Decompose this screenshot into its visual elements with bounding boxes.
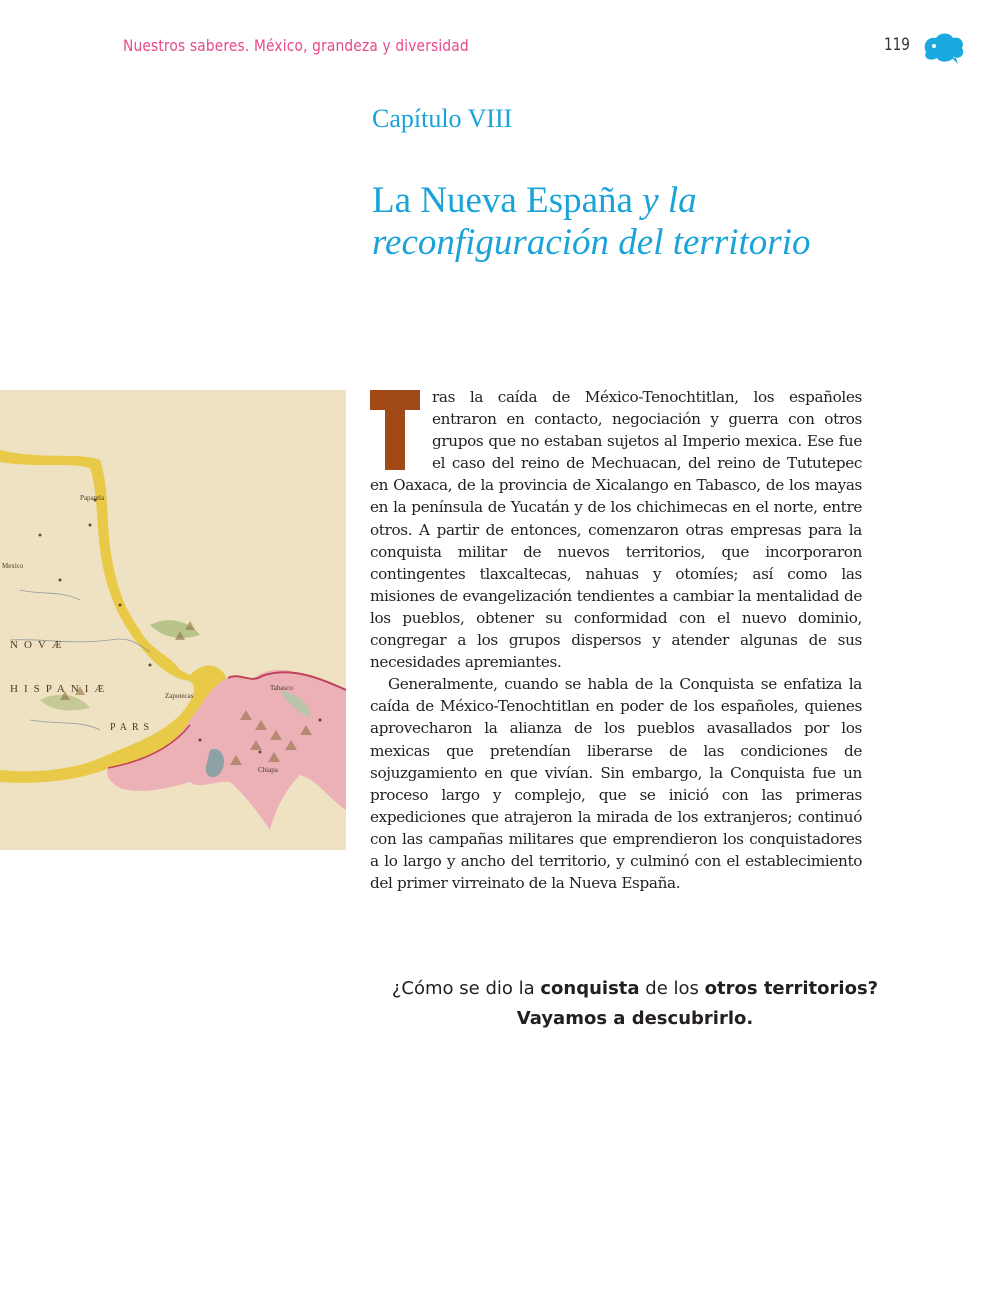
chapter-title-roman: La Nueva España — [372, 180, 633, 221]
paragraph-2: Generalmente, cuando se habla de la Conquista se enfatiza la caída de México-Tenochtitlan en poder de los españoles, quienes aprovecharon la alianza de los pueblos avasallados por los mexicas que pretendían liberarse de las condiciones de sojuzgamiento en que vivían. Sin embargo, la Conquista fue un proceso largo y complejo, que se inició con las primeras expediciones que atrajeron la mirada de los extranjeros; continuó con las campañas militares que emprendieron los conquistadores a lo largo y ancho del territorio, y culminó con el establecimiento del primer virreinato de la Nueva España. — [370, 675, 862, 893]
map-label-tabasco: Tabasco — [270, 684, 293, 692]
map-label-papantla: Papantla — [80, 494, 105, 502]
map-label-pars: PARS — [110, 722, 155, 733]
question-part-1: ¿Cómo se dio la — [391, 978, 541, 999]
blue-blob-icon — [920, 30, 966, 66]
guiding-question — [380, 974, 890, 1034]
map-label-mexico: Mexico — [2, 562, 24, 570]
map-label-hispaniae: HISPANIÆ — [10, 683, 111, 695]
question-part-2: de los — [639, 978, 705, 999]
chapter-title — [372, 180, 932, 264]
map-label-zapotecas: Zapotecas — [165, 692, 194, 700]
chapter-title-italic-2: reconfiguración del territorio — [372, 222, 811, 263]
historical-map-illustration — [0, 390, 346, 850]
running-head: Nuestros saberes. México, grandeza y diversidad — [123, 36, 469, 55]
map-label-novae: NOVÆ — [10, 639, 68, 651]
paragraph-1: ras la caída de México-Tenochtitlan, los españoles entraron en contacto, negociación y guerra con otros grupos que no estaban sujetos al Imperio mexica. Ese fue el caso del reino de Mechuacan, del reino de Tututepec en Oaxaca, de la provincia de Xicalango en Tabasco, de los mayas en la península de Yucatán y de los chichimecas en el norte, entre otros. A partir de entonces, comenzaron otras empresas para la conquista militar de nuevos territorios, que incorporaron contingentes tlaxcaltecas, nahuas y otomíes; así como las misiones de evangelización tendientes a cambiar la mentalidad de los pueblos, obtener su conformidad con el nuevo dominio, congregar a los grupos dispersos y atender algunas de sus necesidades apremiantes. — [370, 388, 862, 672]
body-text — [370, 386, 862, 894]
question-bold-1: conquista — [540, 978, 640, 999]
chapter-title-italic: y la — [642, 180, 697, 221]
dropcap — [370, 390, 420, 470]
dropcap-glyph — [370, 390, 420, 470]
page-number: 119 — [884, 35, 910, 55]
question-bold-2: otros territorios? Vayamos a descubrirlo. — [516, 978, 879, 1029]
map-label-chiapa: Chiapa — [258, 766, 278, 774]
chapter-label: Capítulo VIII — [372, 104, 513, 133]
